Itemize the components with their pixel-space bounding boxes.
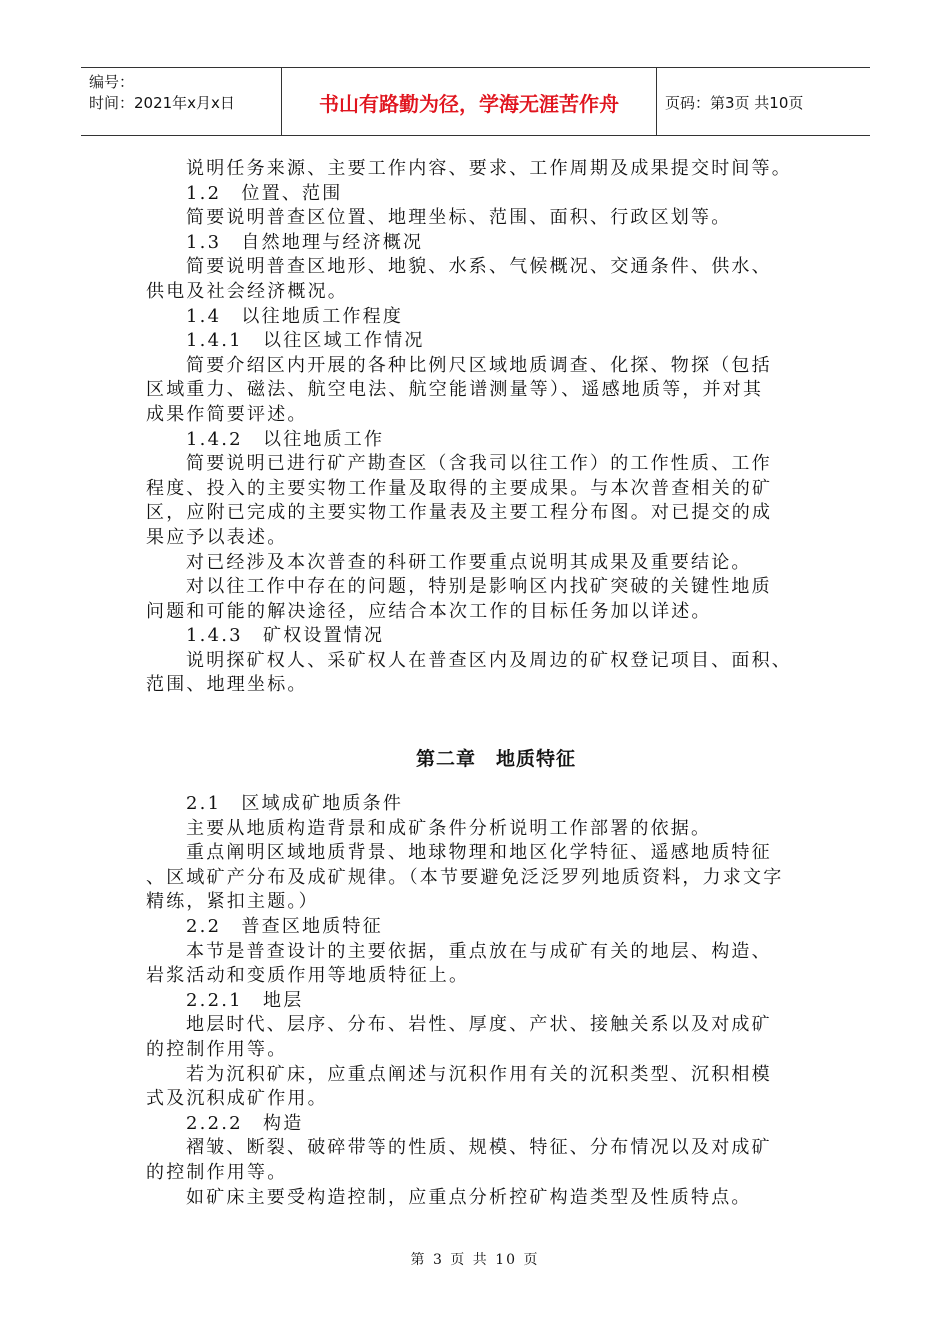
spacer [146, 772, 826, 792]
chapter-two-content [146, 792, 826, 1210]
paragraph-line: 2.1 区域成矿地质条件 [186, 793, 404, 815]
document-body [146, 157, 826, 1210]
paragraph-line: 1.4.3 矿权设置情况 [186, 625, 385, 647]
paragraph-line: 精练，紧扣主题。） [146, 891, 319, 913]
paragraph-line: 地层时代、层序、分布、岩性、厚度、产状、接触关系以及对成矿 [186, 1014, 772, 1036]
paragraph-line: 简要说明普查区位置、地理坐标、范围、面积、行政区划等。 [186, 207, 732, 229]
page-code-text: 页码：第3页 共10页 [665, 94, 804, 112]
paragraph-line: 若为沉积矿床，应重点阐述与沉积作用有关的沉积类型、沉积相模 [186, 1063, 772, 1085]
paragraph-line: 2.2.1 地层 [186, 989, 304, 1011]
paragraph-line: 1.4 以往地质工作程度 [186, 305, 404, 327]
paragraph-line: 如矿床主要受构造控制，应重点分析控矿构造类型及性质特点。 [186, 1186, 752, 1208]
paragraph-line: 主要从地质构造背景和成矿条件分析说明工作部署的依据。 [186, 817, 712, 839]
paragraph-line: 简要介绍区内开展的各种比例尺区域地质调查、化探、物探（包括 [186, 354, 772, 376]
paragraph-line: 成果作简要评述。 [146, 403, 308, 425]
chapter-one-content [146, 157, 826, 698]
paragraph-line: 的控制作用等。 [146, 1161, 288, 1183]
motto-text: 书山有路勤为径，学海无涯苦作舟 [319, 92, 619, 116]
paragraph-line: 果应予以表述。 [146, 526, 288, 548]
paragraph-line: 区，应附已完成的主要实物工作量表及主要工程分布图。对已提交的成 [146, 502, 773, 524]
paragraph-line: 岩浆活动和变质作用等地质特征上。 [146, 965, 470, 987]
paragraph-line: 范围、地理坐标。 [146, 674, 308, 696]
header-motto-cell [281, 68, 657, 135]
paragraph-line: 区域重力、磁法、航空电法、航空能谱测量等）、遥感地质等，并对其 [146, 379, 764, 401]
paragraph-line: 说明探矿权人、采矿权人在普查区内及周边的矿权登记项目、面积、 [186, 649, 792, 671]
paragraph-line: 1.4.2 以往地质工作 [186, 428, 385, 450]
paragraph-line: 2.2 普查区地质特征 [186, 916, 383, 938]
paragraph-line: 简要说明普查区地形、地貌、水系、气候概况、交通条件、供水、 [186, 256, 772, 278]
paragraph-line: 重点阐明区域地质背景、地球物理和地区化学特征、遥感地质特征 [186, 842, 772, 864]
paragraph-line: 、区域矿产分布及成矿规律。（本节要避免泛泛罗列地质资料，力求文字 [146, 866, 784, 888]
paragraph-line: 问题和可能的解决途径，应结合本次工作的目标任务加以详述。 [146, 600, 712, 622]
paragraph-line: 1.3 自然地理与经济概况 [186, 231, 424, 253]
paragraph-line: 说明任务来源、主要工作内容、要求、工作周期及成果提交时间等。 [186, 158, 792, 179]
header-table [81, 67, 870, 136]
paragraph-line: 对以往工作中存在的问题，特别是影响区内找矿突破的关键性地质 [186, 576, 772, 598]
spacer [146, 698, 826, 746]
serial-number-label: 编号： [89, 73, 135, 91]
paragraph-line: 简要说明已进行矿产勘查区（含我司以往工作）的工作性质、工作 [186, 453, 772, 475]
date-label: 时间：2021年x月x日 [89, 94, 235, 112]
paragraph-line: 本节是普查设计的主要依据，重点放在与成矿有关的地层、构造、 [186, 940, 772, 962]
paragraph-line: 1.2 位置、范围 [186, 182, 343, 204]
header-page-cell [657, 68, 870, 135]
header-info-cell [81, 68, 281, 135]
paragraph-line: 1.4.1 以往区域工作情况 [186, 330, 425, 352]
paragraph-line: 式及沉积成矿作用。 [146, 1088, 328, 1110]
paragraph-line: 供电及社会经济概况。 [146, 280, 348, 302]
paragraph-line: 程度、投入的主要实物工作量及取得的主要成果。与本次普查相关的矿 [146, 477, 773, 499]
paragraph-line: 的控制作用等。 [146, 1039, 288, 1060]
paragraph-line: 褶皱、断裂、破碎带等的性质、规模、特征、分布情况以及对成矿 [186, 1137, 772, 1159]
paragraph-line: 2.2.2 构造 [186, 1112, 304, 1134]
page-footer: 第 3 页 共 10 页 [410, 1252, 540, 1268]
paragraph-line: 对已经涉及本次普查的科研工作要重点说明其成果及重要结论。 [186, 551, 752, 573]
chapter-title: 第二章 地质特征 [415, 748, 576, 771]
